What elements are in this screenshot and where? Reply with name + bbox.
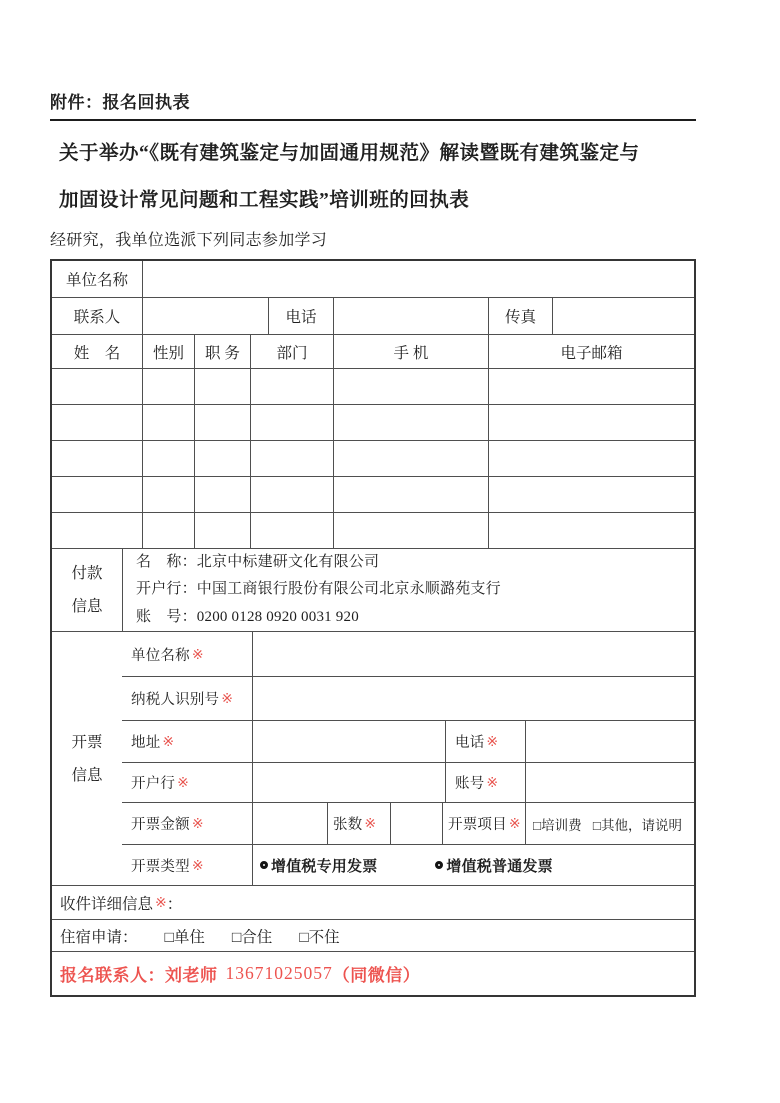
invoice-account-label: 账号 ※ (445, 763, 525, 802)
empty-cell (52, 477, 142, 512)
member-row-1 (52, 368, 694, 404)
lodging-label: 住宿申请： (60, 928, 138, 946)
invoice-taxpayer-row (122, 676, 694, 720)
signup-contact-row (52, 951, 694, 995)
empty-cell (194, 441, 250, 476)
heading-line-1: 关于举办“《既有建筑鉴定与加固通用规范》解读暨既有建筑鉴定与 (59, 143, 640, 164)
empty-cell (488, 513, 694, 548)
lodging-row (52, 919, 694, 951)
invoice-item-label: 开票项目 ※ (442, 803, 525, 844)
required-mark: ※ (191, 856, 204, 873)
invoice-amount-cell (252, 803, 327, 844)
recipient-label: 收件详细信息 ※ ： (60, 894, 183, 913)
header-name: 姓 名 (73, 344, 121, 362)
invoice-taxpayer-label: 纳税人识别号 ※ (131, 690, 234, 708)
lodging-cell (52, 920, 694, 951)
lodging-option-shared: □合住 (231, 928, 273, 946)
empty-cell (488, 369, 694, 404)
intro-line: 经研究，我单位选派下列同志参加学习 (50, 232, 328, 249)
fax-label: 传真 (488, 298, 552, 334)
empty-cell (333, 477, 488, 512)
invoice-item-options: □培训费 □其他，请说明 (525, 803, 694, 844)
empty-cell (194, 405, 250, 440)
required-mark: ※ (177, 774, 190, 790)
empty-cell (488, 405, 694, 440)
invoice-bank-row (122, 762, 694, 802)
invoice-unit-name-cell (252, 632, 694, 676)
invoice-unit-name-label: 单位名称 ※ (131, 645, 204, 664)
required-mark: ※ (486, 774, 499, 790)
empty-cell (333, 513, 488, 548)
radio-icon (260, 861, 268, 869)
invoice-taxpayer-cell (252, 677, 694, 720)
header-email: 电子邮箱 (488, 335, 694, 368)
empty-cell (142, 513, 194, 548)
radio-icon (435, 861, 443, 869)
payee-account: 账 号：0200 0128 0920 0031 920 (136, 608, 359, 625)
empty-cell (488, 477, 694, 512)
signup-contact-phone: 13671025057 (225, 963, 333, 983)
payment-info-label: 付款 信息 (71, 565, 103, 615)
required-mark: ※ (162, 733, 175, 749)
contact-value-cell (142, 298, 268, 334)
empty-cell (142, 405, 194, 440)
invoice-amount-row (122, 802, 694, 844)
invoice-bank-label: 开户行 ※ (131, 774, 190, 792)
empty-cell (52, 369, 142, 404)
invoice-address-cell (252, 721, 445, 762)
invoice-phone-cell (525, 721, 694, 762)
signup-contact-label: 报名联系人：刘老师 (60, 966, 218, 985)
invoice-type-label: 开票类型 ※ (131, 856, 204, 875)
lodging-option-single: □单住 (164, 928, 205, 946)
required-mark: ※ (191, 815, 204, 831)
empty-cell (333, 441, 488, 476)
empty-cell (250, 477, 333, 512)
invoice-info-section (52, 631, 694, 885)
invoice-unit-name-row (122, 632, 694, 676)
phone-label: 电话 (268, 298, 333, 334)
invoice-address-label: 地址 ※ (131, 733, 175, 751)
title-underline (50, 119, 696, 121)
member-row-4 (52, 476, 694, 512)
heading-line-2: 加固设计常见问题和工程实践”培训班的回执表 (59, 190, 470, 211)
signup-contact-cell (52, 952, 694, 995)
invoice-account-cell (525, 763, 694, 802)
fax-value-cell (552, 298, 694, 334)
header-dept: 部门 (250, 335, 333, 368)
empty-cell (142, 477, 194, 512)
invoice-info-label: 开票 信息 (71, 733, 103, 784)
empty-cell (250, 369, 333, 404)
invoice-sheets-cell (390, 803, 442, 844)
form-heading (50, 130, 696, 224)
member-row-3 (52, 440, 694, 476)
empty-cell (333, 405, 488, 440)
required-mark: ※ (486, 733, 499, 749)
member-row-2 (52, 404, 694, 440)
empty-cell (194, 513, 250, 548)
empty-cell (194, 477, 250, 512)
invoice-sheets-label: 张数 ※ (327, 803, 390, 844)
empty-cell (52, 405, 142, 440)
empty-cell (142, 369, 194, 404)
payment-details (122, 549, 694, 631)
invoice-amount-label: 开票金额 ※ (131, 815, 204, 833)
recipient-row (52, 885, 694, 919)
invoice-phone-label: 电话 ※ (445, 721, 525, 762)
unit-name-row (52, 261, 694, 297)
payment-info-row (52, 548, 694, 631)
contact-label: 联系人 (73, 309, 121, 326)
contact-row (52, 297, 694, 334)
lodging-option-none: □不住 (299, 928, 340, 946)
required-mark: ※ (155, 894, 167, 910)
required-mark: ※ (191, 645, 204, 662)
required-mark: ※ (221, 690, 234, 706)
payee-name: 名 称：北京中标建研文化有限公司 (136, 553, 380, 570)
invoice-address-row (122, 720, 694, 762)
signup-contact-suffix: （同微信） (332, 966, 421, 985)
header-gender: 性别 (142, 335, 194, 368)
invoice-type-row (122, 844, 694, 885)
empty-cell (333, 369, 488, 404)
unit-name-label: 单位名称 (65, 272, 128, 289)
empty-cell (250, 513, 333, 548)
payee-bank: 开户行：中国工商银行股份有限公司北京永顺潞苑支行 (136, 581, 501, 598)
required-mark: ※ (508, 815, 521, 831)
empty-cell (142, 441, 194, 476)
empty-cell (250, 441, 333, 476)
registration-table (50, 259, 696, 997)
required-mark: ※ (364, 815, 377, 831)
invoice-rows (122, 632, 694, 885)
empty-cell (52, 513, 142, 548)
header-title: 职 务 (194, 335, 250, 368)
empty-cell (250, 405, 333, 440)
empty-cell (52, 441, 142, 476)
header-mobile: 手 机 (333, 335, 488, 368)
empty-cell (194, 369, 250, 404)
invoice-bank-cell (252, 763, 445, 802)
attachment-title: 附件：报名回执表 (50, 93, 190, 112)
member-header-row (52, 334, 694, 368)
unit-name-value-cell (142, 261, 694, 297)
member-row-5 (52, 512, 694, 548)
invoice-type-options (252, 845, 694, 885)
vat-general-option: 增值税普通发票 (435, 855, 552, 876)
empty-cell (488, 441, 694, 476)
phone-value-cell (333, 298, 488, 334)
scanned-form-page (50, 88, 696, 997)
vat-special-option: 增值税专用发票 (260, 855, 377, 876)
